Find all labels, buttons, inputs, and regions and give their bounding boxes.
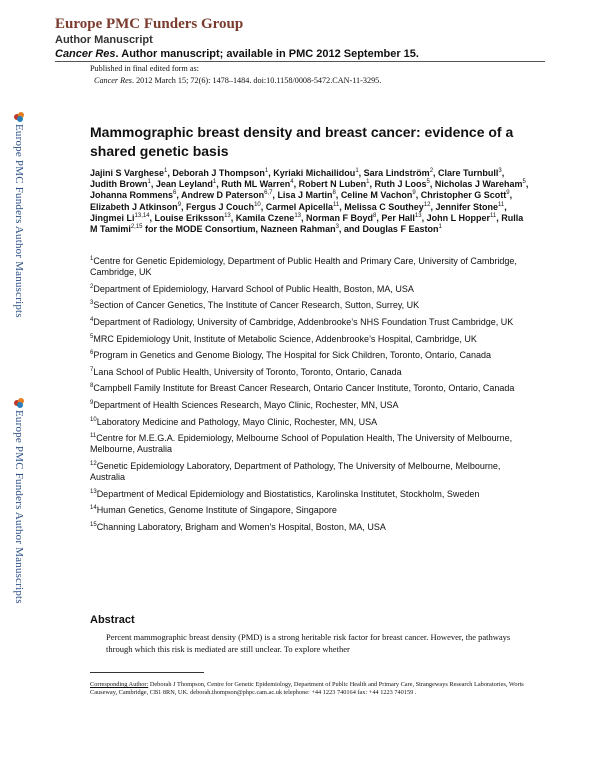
author-affiliation-ref: 1 [366, 179, 370, 186]
affiliation-number: 7 [90, 366, 94, 373]
affiliation-number: 2 [90, 283, 94, 290]
affiliation-text: Genetic Epidemiology Laboratory, Department of Pathology, The University of Melbourne, Melbourne, Australia [90, 460, 501, 483]
affiliation-text: Human Genetics, Genome Institute of Singapore, Singapore [96, 505, 337, 516]
author-name: Rulla M Tamimi [90, 212, 524, 235]
author-name: Christopher G Scott [420, 190, 507, 201]
affiliation-text: Lana School of Public Health, University of Toronto, Toronto, Ontario, Canada [93, 366, 402, 377]
author-name: Per Hall [381, 212, 415, 223]
author-name: John L Hopper [426, 212, 490, 223]
affiliation [90, 400, 530, 411]
affiliation-text: Section of Cancer Genetics, The Institute of Cancer Research, Sutton, Surrey, UK [93, 300, 420, 311]
author [299, 179, 370, 189]
author-affiliation-ref: 11 [497, 201, 505, 208]
author [421, 190, 510, 200]
affiliation-number: 13 [90, 488, 97, 495]
header [55, 16, 419, 61]
author-affiliation-ref: 5 [522, 179, 526, 186]
author-affiliation-ref: 1 [164, 168, 168, 174]
sidebar-watermark-bottom [11, 398, 27, 604]
author-name: Nicholas J Wareham [434, 179, 523, 190]
affiliation [90, 317, 530, 328]
sidebar-watermark-top [11, 112, 27, 318]
author [381, 213, 421, 223]
author [186, 202, 261, 212]
affiliation-text: Department of Radiology, University of Cambridge, Addenbrooke’s NHS Foundation Trust Cambridge, UK [93, 316, 514, 327]
affiliation-text: MRC Epidemiology Unit, Institute of Metabolic Science, Addenbrooke’s Hospital, Cambridge, UK [93, 333, 477, 344]
author-affiliation-ref: 9 [177, 201, 182, 208]
author-name: Douglas F Easton [362, 224, 439, 235]
author-name: Ruth J Loos [374, 179, 427, 190]
availability-text: . Author manuscript; available in PMC 2012 September 15. [115, 48, 419, 60]
author-affiliation-ref: 1 [212, 179, 217, 186]
author-name: Kamila Czene [235, 212, 295, 223]
europe-pmc-logo-icon [14, 398, 24, 408]
affiliation-text: Department of Epidemiology, Harvard School of Public Health, Boston, MA, USA [93, 283, 414, 294]
author-name: Nazneen Rahman [260, 224, 336, 235]
author-name: Elizabeth J Atkinson [90, 201, 178, 212]
affiliation-text: Program in Genetics and Genome Biology, The Hospital for Sick Children, Toronto, Ontario, Canada [93, 350, 492, 361]
author-affiliation-ref: 4 [290, 179, 294, 186]
affiliation-number: 1 [90, 256, 94, 262]
europe-pmc-logo-icon [14, 112, 24, 122]
author [90, 179, 151, 189]
affiliation [90, 489, 530, 500]
author [236, 213, 301, 223]
author-name: Andrew D Paterson [181, 190, 265, 201]
paper-title: Mammographic breast density and breast cancer: evidence of a shared genetic basis [90, 124, 514, 159]
author-affiliation-ref: 13 [414, 212, 422, 219]
author-name: Celine M Vachon [340, 190, 413, 201]
author-affiliation-ref: 2,15 [130, 224, 143, 231]
author [362, 224, 441, 234]
author-affiliation-ref: 1 [355, 168, 359, 174]
author-name: Kyriaki Michailidou [273, 168, 356, 178]
consortium-text: for the MODE Consortium [142, 224, 256, 235]
citation-text: . 2012 March 15; 72(6): 1478–1484. doi:10.1158/0008-5472.CAN-11-3295. [131, 75, 382, 85]
author-name: Louise Eriksson [154, 212, 225, 223]
published-line: Published in final edited form as: [90, 64, 199, 73]
author-affiliation-ref: 3 [335, 224, 339, 231]
author [261, 224, 339, 234]
author [344, 202, 430, 212]
author-affiliation-ref: 6,7 [264, 190, 273, 197]
author-affiliation-ref: 13 [294, 212, 301, 219]
journal-name: Cancer Res [55, 48, 116, 60]
author-affiliation-ref: 8 [332, 190, 336, 197]
author-name: Jennifer Stone [435, 201, 498, 212]
affiliation-text: Channing Laboratory, Brigham and Women’s Hospital, Boston, MA, USA [96, 521, 386, 532]
affiliation-number: 10 [90, 416, 97, 423]
author [90, 168, 167, 178]
author-affiliation-ref: 2 [429, 168, 434, 174]
sidebar-text: Europe PMC Funders Author Manuscripts [13, 410, 25, 604]
author [181, 190, 272, 200]
author-name: Ruth ML Warren [221, 179, 291, 190]
author-name: Jajini S Varghese [90, 168, 165, 178]
author-name: Melissa C Southey [344, 201, 424, 212]
affiliation [90, 505, 530, 516]
author-affiliation-ref: 1 [147, 179, 151, 186]
author-affiliation-ref: 13,14 [134, 212, 150, 219]
author-affiliation-ref: 13 [224, 212, 231, 219]
author-name: Norman F Boyd [306, 212, 374, 223]
affiliation [90, 522, 530, 533]
availability-line [55, 47, 419, 61]
author [341, 190, 416, 200]
affiliation-number: 6 [90, 350, 94, 357]
affiliation-text: Department of Medical Epidemiology and Biostatistics, Karolinska Institutet, Stockholm, Sweden [96, 488, 480, 499]
abstract-heading: Abstract [90, 614, 135, 626]
author-name: Jingmei Li [90, 212, 135, 223]
affiliation [90, 350, 530, 361]
affiliation [90, 334, 530, 345]
affiliation-text: Campbell Family Institute for Breast Cancer Research, Ontario Cancer Institute, Toronto, Ontario, Canada [93, 383, 515, 394]
author-name: Deborah J Thompson [172, 168, 265, 178]
affiliation [90, 256, 530, 278]
author-affiliation-ref: 5 [426, 179, 430, 186]
author-affiliation-ref: 11 [332, 201, 340, 208]
published-info [90, 63, 381, 86]
affiliation [90, 284, 530, 295]
author [90, 202, 181, 212]
affiliation [90, 300, 530, 311]
citation-journal: Cancer Res [94, 75, 132, 85]
author [172, 168, 268, 178]
affiliation [90, 383, 530, 394]
affiliation-number: 9 [90, 399, 94, 406]
author-affiliation-ref: 9 [412, 190, 416, 197]
affiliation-number: 14 [90, 505, 97, 512]
author [438, 168, 502, 178]
footnote-rule [90, 672, 204, 673]
affiliation-text: Department of Health Sciences Research, Mayo Clinic, Rochester, MN, USA [93, 399, 399, 410]
affiliation [90, 433, 530, 455]
footnote-text: Deborah J Thompson, Centre for Genetic Epidemiology, Department of Public Health and Primary Care, Strangeways Research Laboratories, Worts Causeway, Cambridge, CB1 8RN, UK. deborah.thompson@phpc.cam.ac.uk telephone: +44 1223 740164 fax: +44 1223 740159 . [90, 681, 524, 697]
citation-line [90, 75, 381, 87]
author-affiliation-ref: 8 [373, 212, 377, 219]
author [277, 190, 335, 200]
sidebar-text: Europe PMC Funders Author Manuscripts [13, 124, 25, 318]
author-name: Jean Leyland [155, 179, 213, 190]
author [156, 179, 216, 189]
author [90, 213, 150, 223]
author [90, 190, 176, 200]
author [427, 213, 497, 223]
header-rule [55, 61, 545, 62]
affiliation-number: 12 [90, 460, 97, 467]
author-name: Robert N Luben [298, 179, 367, 190]
author-affiliation-ref: 11 [489, 212, 497, 219]
affiliation-number: 5 [90, 333, 94, 340]
author [273, 168, 358, 178]
footnote-label: Corresponding Author: [90, 681, 149, 688]
author-name: Sara Lindström [363, 168, 430, 178]
affiliation [90, 367, 530, 378]
author [155, 213, 231, 223]
author [306, 213, 376, 223]
author-name: Judith Brown [90, 179, 148, 190]
affiliation-number: 15 [90, 521, 97, 528]
corresponding-author-footnote [90, 681, 530, 698]
affiliation-text: Laboratory Medicine and Pathology, Mayo Clinic, Rochester, MN, USA [96, 416, 378, 427]
author-affiliation-ref: 10 [254, 201, 261, 208]
affiliation-text: Centre for M.E.G.A. Epidemiology, Melbourne School of Population Health, The University of Melbourne, Melbourne, Australia [90, 433, 513, 455]
author-manuscript-label: Author Manuscript [55, 34, 153, 46]
author-affiliation-ref: 6 [173, 190, 177, 197]
author [374, 179, 429, 189]
funders-group: Europe PMC Funders Group [55, 16, 244, 32]
affiliation-text: Centre for Genetic Epidemiology, Department of Public Health and Primary Care, University of Cambridge, Cambridge, UK [90, 256, 517, 278]
author-affiliation-ref: 9 [506, 190, 510, 197]
abstract-text: Percent mammographic breast density (PMD) is a strong heritable risk factor for breast cancer. However, the pathways through which this risk is mediated are still unclear. To explore whether [106, 632, 511, 654]
author-affiliation-ref: 12 [423, 201, 431, 208]
author-affiliation-ref: 1 [438, 224, 442, 231]
affiliation [90, 461, 530, 483]
author-name: Lisa J Martin [277, 190, 333, 201]
affiliation [90, 417, 530, 428]
author [435, 202, 504, 212]
affiliation-number: 11 [90, 433, 97, 440]
author [266, 202, 339, 212]
author-name: Johanna Rommens [90, 190, 174, 201]
author [221, 179, 293, 189]
author-affiliation-ref: 1 [264, 168, 269, 174]
author [364, 168, 433, 178]
author-name: Carmel Apicella [265, 201, 333, 212]
author-list: Jajini S Varghese$^1$, Deborah J Thompson$^1$, Kyriaki Michailidou$^1$, Sara Lindström$^2$, Clare Turnbull$^3$, Judith Brown$^1$, Jean Leyland$^1$, Ruth ML Warren$^4$, Robert N Luben$^1$, Ruth J Loos$^5$, Nicholas J Wareham$^5$, Johanna Rommens$^6$, Andrew D Paterson$^{6,7}$, Lisa J Martin$^8$, Celine M Vachon$^9$, Christopher G Scott$^9$, Elizabeth J Atkinson$^9$, Fergus J Couch$^{10}$, Carmel Apicella$^{11}$, Melissa C Southey$^{12}$, Jennifer Stone$^{11}$, Jingmei Li$^{13,14}$, Louise Eriksson$^{13}$, Kamila Czene$^{13}$, Norman F Boyd$^8$, Per Hall$^{13}$, John L Hopper$^{11}$, Rulla M Tamimi$^{2,15}$ for the MODE Consortium, Nazneen Rahman$^3$, and Douglas F Easton$^1$ [90, 168, 529, 235]
affiliation-number: 8 [90, 383, 94, 390]
author-affiliation-ref: 3 [498, 168, 502, 174]
author-name: Fergus J Couch [186, 201, 255, 212]
affiliation-number: 3 [90, 300, 94, 307]
author-name: Clare Turnbull [438, 168, 499, 178]
affiliation-list [90, 256, 530, 539]
affiliation-number: 4 [90, 316, 94, 323]
author [435, 179, 526, 189]
